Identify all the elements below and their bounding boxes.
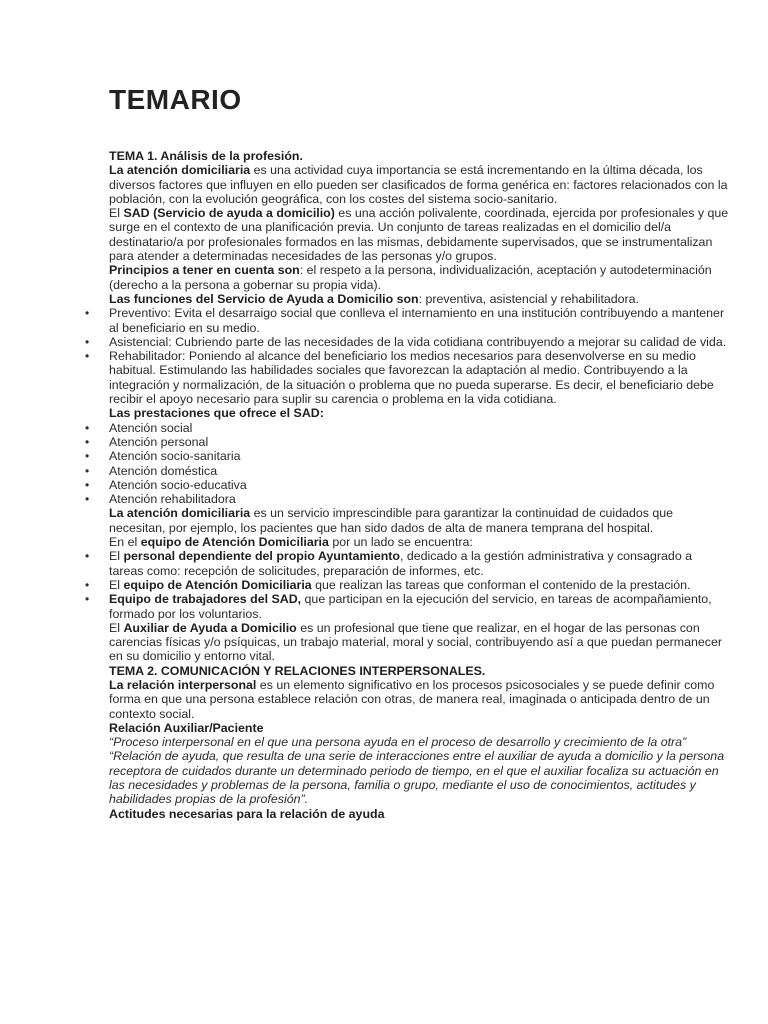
text-run: Preventivo: Evita el desarraigo social que conlleva el internamiento en una institución contribuyendo a mantener al beneficiario en su medio. bbox=[109, 306, 725, 335]
text-run: “Relación de ayuda, que resulta de una serie de interacciones entre el auxiliar de ayuda a domicilio y la persona receptora de cuidados durante un determinado periodo de tiempo, en el que el auxiliar focaliza su actuación en las necesidades y problemas de la persona, familia o grupo, mediante el uso de conocimientos, actitudes y habilidades propias de la profesión”. bbox=[109, 749, 725, 807]
bullet-item bbox=[109, 592, 729, 621]
text-run: El bbox=[109, 549, 124, 564]
text-run: “Proceso interpersonal en el que una persona ayuda en el proceso de desarrollo y crecimiento de la otra” bbox=[109, 735, 687, 750]
text-run: es un profesional que tiene que realizar, en el hogar de las personas con carencias físicas y/o psíquicas, un trabajo material, moral y social, contribuyendo así a que puedan permanecer en su domicilio y entorno vital. bbox=[109, 620, 722, 664]
bold-text: La atención domiciliaria bbox=[109, 506, 251, 521]
bold-text: Relación Auxiliar/Paciente bbox=[109, 720, 264, 735]
paragraph bbox=[109, 149, 729, 163]
bullet-item bbox=[109, 349, 729, 406]
page-title: TEMARIO bbox=[109, 84, 242, 115]
bullet-item bbox=[109, 492, 729, 506]
document-body bbox=[109, 149, 729, 821]
text-run: es un elemento significativo en los procesos psicosociales y se puede definir como forma en que una persona establece relación con otras, de manera real, imaginada o anticipada dentro de un contexto social. bbox=[109, 677, 715, 721]
bullet-item bbox=[109, 464, 729, 478]
paragraph bbox=[109, 292, 729, 306]
bold-text: TEMA 1. Análisis de la profesión. bbox=[109, 149, 303, 163]
text-run: En el bbox=[109, 535, 141, 550]
bold-text: SAD (Servicio de ayuda a domicilio) bbox=[123, 206, 335, 221]
bold-text: Equipo de trabajadores del SAD, bbox=[109, 592, 302, 607]
text-run: es una actividad cuya importancia se está incrementando en la última década, los diversos factores que influyen en ello pueden ser clasificados de forma genérica en: factores relacionados con la población, con la evolución geográfica, con los costes del sistema socio-sanitario. bbox=[109, 163, 728, 206]
bold-text: Auxiliar de Ayuda a Domicilio bbox=[123, 620, 297, 635]
text-run: El bbox=[109, 620, 124, 635]
text-run: Atención social bbox=[109, 420, 193, 435]
text-run: que participan en la ejecución del servicio, en tareas de acompañamiento, formado por los voluntarios. bbox=[109, 592, 712, 621]
paragraph bbox=[109, 621, 729, 664]
bullet-item bbox=[109, 478, 729, 492]
bold-text: Las prestaciones que ofrece el SAD: bbox=[109, 406, 324, 421]
text-run: , dedicado a la gestión administrativa y consagrado a tareas como: recepción de solicitudes, preparación de informes, etc. bbox=[109, 549, 693, 578]
text-run: que realizan las tareas que conforman el contenido de la prestación. bbox=[311, 577, 691, 592]
text-run: : preventiva, asistencial y rehabilitadora. bbox=[418, 291, 640, 306]
paragraph bbox=[109, 735, 729, 749]
bold-text: personal dependiente del propio Ayuntamiento bbox=[123, 549, 400, 564]
bold-text: equipo de Atención Domiciliaria bbox=[140, 535, 329, 550]
text-run: es una acción polivalente, coordinada, ejercida por profesionales y que surge en el contexto de una planificación previa. Un conjunto de tareas realizadas en el domicilio del/a destinatario/a por profesionales formados en las mismas, debidamente supervisados, que se instrumentalizan para atender a determinadas necesidades de las personas y/o grupos. bbox=[109, 206, 729, 264]
paragraph bbox=[109, 263, 729, 292]
bullet-item bbox=[109, 435, 729, 449]
bullet-item bbox=[109, 306, 729, 335]
paragraph bbox=[109, 163, 729, 206]
paragraph bbox=[109, 535, 729, 549]
text-run: por un lado se encuentra: bbox=[328, 535, 473, 550]
bold-text: Principios a tener en cuenta son bbox=[109, 263, 300, 278]
bullet-item bbox=[109, 549, 729, 578]
text-run: : el respeto a la persona, individualización, aceptación y autodeterminación (derecho a la persona a gobernar su propia vida). bbox=[109, 263, 712, 292]
paragraph bbox=[109, 406, 729, 420]
paragraph bbox=[109, 721, 729, 735]
text-run: Atención socio-educativa bbox=[109, 477, 247, 492]
bullet-item bbox=[109, 449, 729, 463]
bullet-item bbox=[109, 421, 729, 435]
text-run: Atención personal bbox=[109, 434, 209, 449]
bold-text: TEMA 2. COMUNICACIÓN Y RELACIONES INTERPERSONALES. bbox=[109, 663, 486, 678]
paragraph bbox=[109, 678, 729, 721]
bullet-item bbox=[109, 335, 729, 349]
paragraph bbox=[109, 206, 729, 263]
text-run: es un servicio imprescindible para garantizar la continuidad de cuidados que necesitan, por ejemplo, los pacientes que han sido dados de alta de manera temprana del hospital. bbox=[109, 506, 674, 535]
text-run: Asistencial: Cubriendo parte de las necesidades de la vida cotidiana contribuyendo a mejorar su calidad de vida. bbox=[109, 334, 727, 349]
text-run: El bbox=[109, 206, 124, 221]
paragraph bbox=[109, 807, 729, 821]
bold-text: La atención domiciliaria bbox=[109, 163, 251, 178]
text-run: Rehabilitador: Poniendo al alcance del beneficiario los medios necesarios para desenvolverse en su medio habitual. Estimulando las habilidades sociales que favorezcan la adaptación al medio. Contribuyendo a la integración y normalización, de la situación o problema que no pueda superarse. Es decir, el beneficiario debe recibir el apoyo necesario para suplir su carencia o problema en la vida cotidiana. bbox=[109, 349, 714, 407]
bullet-item bbox=[109, 578, 729, 592]
bold-text: Las funciones del Servicio de Ayuda a Domicilio son bbox=[109, 291, 419, 306]
bold-text: La relación interpersonal bbox=[109, 677, 257, 692]
bold-text: equipo de Atención Domiciliaria bbox=[123, 577, 312, 592]
paragraph bbox=[109, 506, 729, 535]
bold-text: Actitudes necesarias para la relación de ayuda bbox=[109, 806, 385, 821]
paragraph bbox=[109, 749, 729, 806]
text-run: Atención rehabilitadora bbox=[109, 492, 236, 507]
text-run: Atención doméstica bbox=[109, 463, 218, 478]
text-run: El bbox=[109, 577, 124, 592]
paragraph bbox=[109, 664, 729, 678]
text-run: Atención socio-sanitaria bbox=[109, 449, 241, 464]
